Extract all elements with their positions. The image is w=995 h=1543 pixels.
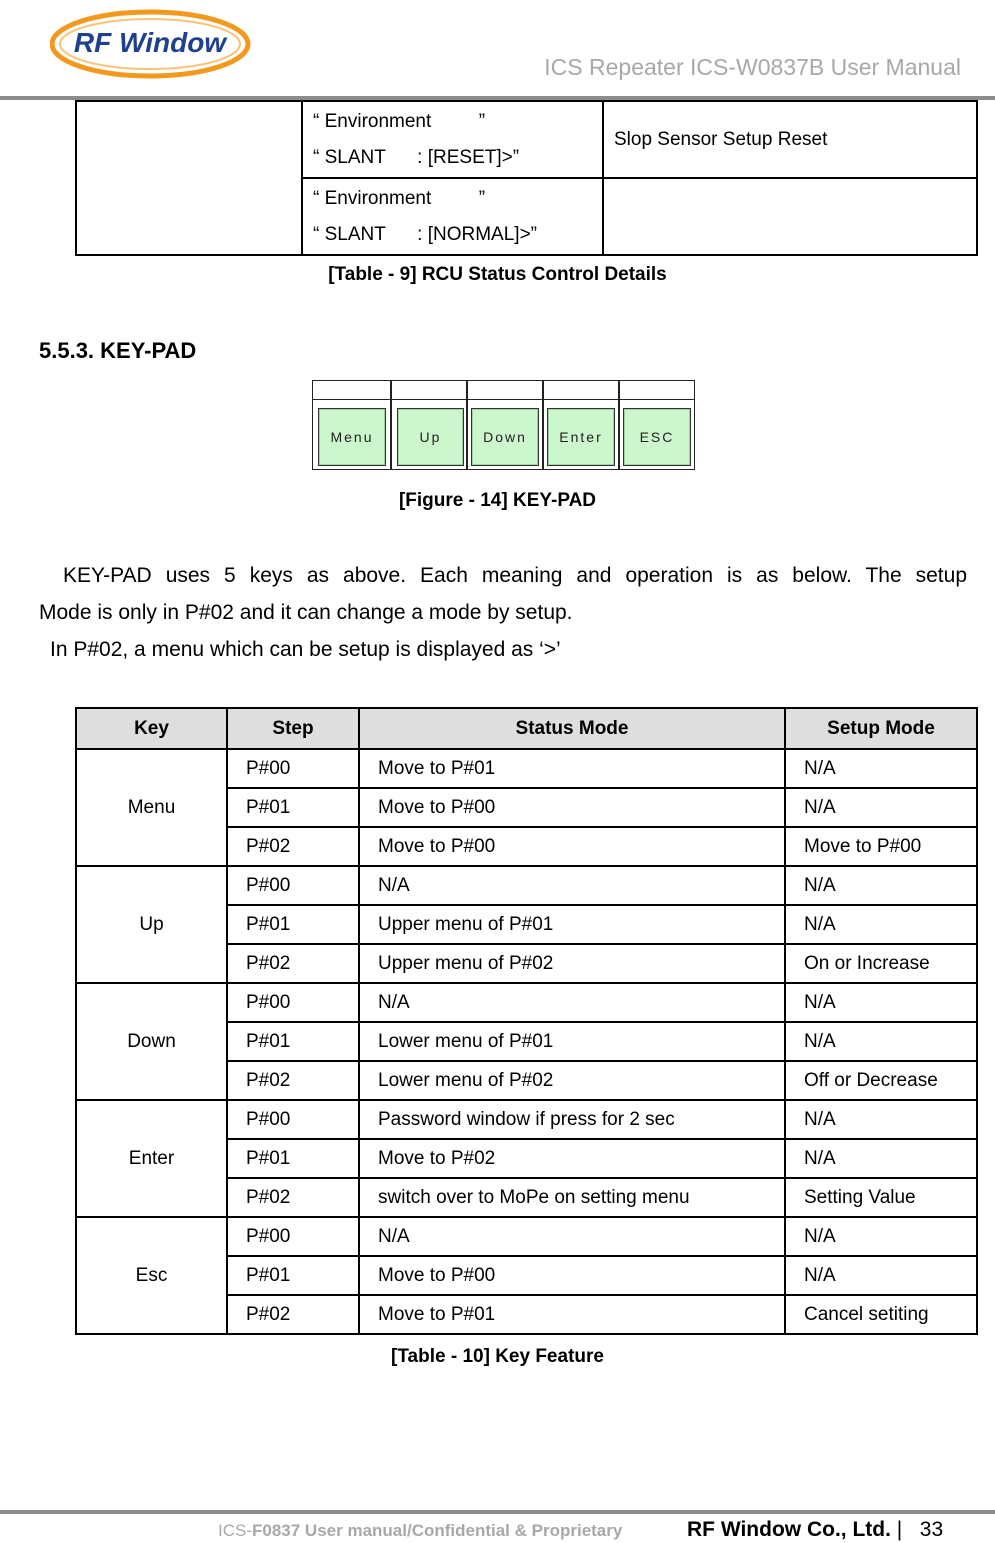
- setup-cell: N/A: [785, 788, 977, 827]
- status-cell: Lower menu of P#01: [359, 1022, 785, 1061]
- status-cell: Upper menu of P#02: [359, 944, 785, 983]
- setup-cell: Setting Value: [785, 1178, 977, 1217]
- table-row: [76, 866, 977, 905]
- key-name: Menu: [76, 749, 227, 866]
- step-cell: P#02: [227, 944, 359, 983]
- footer-company: [687, 1518, 943, 1542]
- section-heading: 5.5.3. KEY-PAD: [39, 338, 197, 363]
- keypad-figure: [312, 380, 695, 470]
- setup-cell: N/A: [785, 983, 977, 1022]
- setup-cell: N/A: [785, 1217, 977, 1256]
- status-cell: Move to P#02: [359, 1139, 785, 1178]
- setup-cell: N/A: [785, 1256, 977, 1295]
- setup-cell: Move to P#00: [785, 827, 977, 866]
- keypad-divider: [466, 381, 468, 469]
- step-cell: P#00: [227, 983, 359, 1022]
- step-cell: P#01: [227, 1022, 359, 1061]
- step-cell: P#00: [227, 1217, 359, 1256]
- status-cell: Password window if press for 2 sec: [359, 1100, 785, 1139]
- key-esc: ESC: [623, 408, 691, 466]
- header-setup-mode: Setup Mode: [785, 708, 977, 749]
- key-enter: Enter: [547, 408, 615, 466]
- key-name: Esc: [76, 1217, 227, 1334]
- step-cell: P#00: [227, 1100, 359, 1139]
- step-cell: P#02: [227, 1295, 359, 1334]
- step-cell: P#02: [227, 827, 359, 866]
- setup-cell: Off or Decrease: [785, 1061, 977, 1100]
- key-name: Up: [76, 866, 227, 983]
- footer-divider: [0, 1510, 995, 1514]
- keypad-top-strip: [313, 381, 694, 400]
- status-cell: Move to P#00: [359, 827, 785, 866]
- setup-cell: N/A: [785, 1100, 977, 1139]
- table-cell-empty: [76, 101, 302, 255]
- rf-window-logo: [50, 4, 255, 84]
- table-rcu-status-control: [75, 100, 978, 256]
- status-cell: N/A: [359, 1217, 785, 1256]
- setup-cell: N/A: [785, 866, 977, 905]
- setup-cell: On or Increase: [785, 944, 977, 983]
- footer-company-name: RF Window Co., Ltd.: [687, 1518, 891, 1541]
- step-cell: P#01: [227, 1256, 359, 1295]
- footer-separator: |: [896, 1518, 903, 1541]
- table-row: [76, 1100, 977, 1139]
- step-cell: P#02: [227, 1178, 359, 1217]
- status-cell: Upper menu of P#01: [359, 905, 785, 944]
- table-cell-env: “ Environment ” “ SLANT : [RESET]>”: [302, 101, 603, 178]
- table-row: [76, 1217, 977, 1256]
- setup-cell: N/A: [785, 1022, 977, 1061]
- key-menu: Menu: [318, 408, 386, 466]
- status-cell: Lower menu of P#02: [359, 1061, 785, 1100]
- step-cell: P#00: [227, 749, 359, 788]
- footer-prefix: ICS-: [218, 1521, 252, 1540]
- paragraph-line: Mode is only in P#02 and it can change a mode by setup.: [39, 601, 573, 624]
- setup-cell: N/A: [785, 905, 977, 944]
- status-cell: N/A: [359, 866, 785, 905]
- table-cell-env: “ Environment ” “ SLANT : [NORMAL]>”: [302, 178, 603, 255]
- step-cell: P#01: [227, 1139, 359, 1178]
- step-cell: P#02: [227, 1061, 359, 1100]
- table-key-feature: [75, 707, 978, 1335]
- status-cell: N/A: [359, 983, 785, 1022]
- status-cell: Move to P#00: [359, 788, 785, 827]
- table-cell-desc: [603, 178, 977, 255]
- key-name: Enter: [76, 1100, 227, 1217]
- header-step: Step: [227, 708, 359, 749]
- step-cell: P#01: [227, 788, 359, 827]
- header-key: Key: [76, 708, 227, 749]
- status-cell: Move to P#01: [359, 749, 785, 788]
- footer-confidential: [218, 1521, 622, 1541]
- status-cell: switch over to MoPe on setting menu: [359, 1178, 785, 1217]
- footer-doc-label: F0837 User manual/Confidential & Proprietary: [252, 1521, 623, 1540]
- header-status-mode: Status Mode: [359, 708, 785, 749]
- status-cell: Move to P#01: [359, 1295, 785, 1334]
- key-down: Down: [471, 408, 539, 466]
- table9-caption: [Table - 9] RCU Status Control Details: [328, 264, 667, 285]
- table-row: [76, 749, 977, 788]
- setup-cell: Cancel setiting: [785, 1295, 977, 1334]
- table-header-row: [76, 708, 977, 749]
- status-cell: Move to P#00: [359, 1256, 785, 1295]
- step-cell: P#00: [227, 866, 359, 905]
- logo-text: RF Window: [73, 27, 227, 58]
- table-row: [76, 101, 977, 178]
- keypad-divider: [390, 381, 392, 469]
- keypad-divider: [618, 381, 620, 469]
- table-cell-desc: Slop Sensor Setup Reset: [603, 101, 977, 178]
- page-number: 33: [919, 1518, 944, 1541]
- paragraph-line: KEY-PAD uses 5 keys as above. Each meaning and operation is as below. The setup: [63, 564, 967, 587]
- key-name: Down: [76, 983, 227, 1100]
- figure14-caption: [Figure - 14] KEY-PAD: [398, 490, 597, 511]
- document-title: ICS Repeater ICS-W0837B User Manual: [544, 54, 961, 80]
- keypad-divider: [542, 381, 544, 469]
- paragraph-line: In P#02, a menu which can be setup is displayed as ‘>’: [50, 638, 561, 661]
- step-cell: P#01: [227, 905, 359, 944]
- table-row: [76, 983, 977, 1022]
- setup-cell: N/A: [785, 1139, 977, 1178]
- table10-caption: [Table - 10] Key Feature: [391, 1346, 604, 1367]
- setup-cell: N/A: [785, 749, 977, 788]
- key-up: Up: [397, 408, 464, 466]
